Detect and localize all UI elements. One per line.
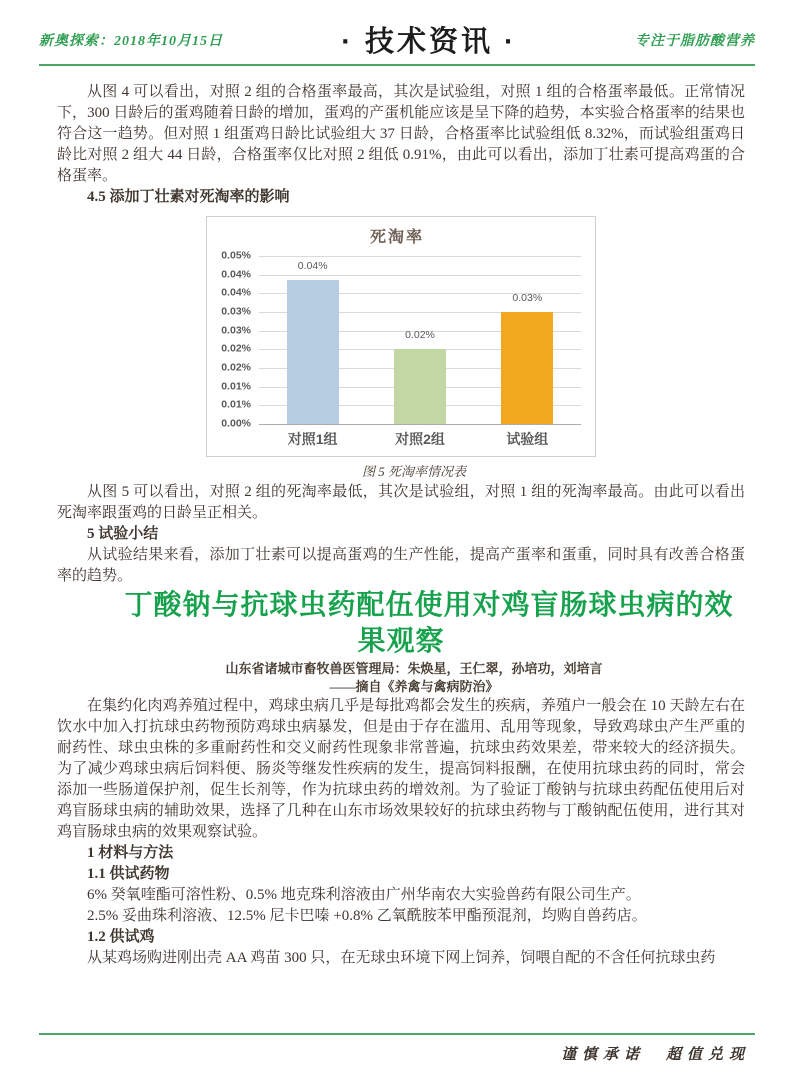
- bars-container: [259, 256, 581, 424]
- header-brand-date: 新奥探索：2018年10月15日: [39, 34, 223, 49]
- bar-value-label: 0.03%: [512, 292, 543, 304]
- bar-试验组: [501, 312, 553, 424]
- chart-y-axis: [213, 249, 259, 430]
- page-header: [39, 28, 755, 57]
- article2-source: ——摘自《养禽与禽病防治》: [329, 678, 499, 694]
- paragraph-article2-intro: 在集约化肉鸡养殖过程中，鸡球虫病几乎是每批鸡都会发生的疾病，养殖户一般会在 10 天龄左右在饮水中加入打抗球虫药物预防鸡球虫病暴发，但是由于存在滥用、乱用等现象，导致鸡球虫产生严重的耐药性、球虫虫株的多重耐药性和交义耐药性现象非常普遍，抗球虫药效果差，带来较大的经济损失。为了减少鸡球虫病后饲料便、肠炎等继发性疾病的发生，提高饲料报酬，在使用抗球虫药的同时，常会添加一些肠道保护剂，促生长剂等，作为抗球虫药的增效剂。为了验证丁酸钠与抗球虫药配伍使用后对鸡盲肠球虫病的辅助效果，选择了几种在山东市场效果较好的抗球虫药物与丁酸钠配伍使用，进行其对鸡盲肠球虫病的效果观察试验。: [57, 697, 745, 840]
- bar-value-label: 0.02%: [405, 329, 435, 342]
- heading-5: 5 试验小结: [87, 526, 159, 542]
- chart-x-axis: [259, 424, 581, 450]
- footer-slogan: 谨慎承诺 超值兑现: [560, 1047, 750, 1063]
- mortality-bar-chart: [206, 216, 596, 457]
- chart-plot-wrapper: [213, 249, 581, 430]
- y-tick-label: 0.03%: [221, 305, 251, 318]
- bar-value-label: 0.04%: [297, 260, 328, 272]
- x-category-label: 试验组: [506, 431, 549, 447]
- paragraph-drug2: 2.5% 妥曲珠利溶液、12.5% 尼卡巴嗪 +0.8% 乙氧酰胺苯甲酯预混剂，均购自兽药店。: [87, 907, 647, 924]
- x-axis-line: [259, 424, 581, 425]
- paragraph-mortality-analysis: 从图 5 可以看出，对照 2 组的死淘率最低，其次是试验组，对照 1 组的死淘率最高。由此可以看出死淘率跟蛋鸡的日龄呈正相关。: [57, 484, 745, 521]
- chart-plot-area: [259, 256, 581, 424]
- y-tick-label: 0.01%: [221, 398, 251, 411]
- heading-4-5: 4.5 添加丁壮素对死淘率的影响: [87, 189, 290, 205]
- article2-authors: 山东省诸城市畜牧兽医管理局：朱焕星，王仁翠，孙培功，刘培言: [225, 660, 603, 676]
- x-category-label: 对照1组: [287, 431, 338, 447]
- bar-group: [366, 256, 473, 424]
- heading-1: 1 材料与方法: [87, 844, 174, 861]
- bar-group: [259, 256, 366, 424]
- x-category-label: 对照2组: [395, 431, 445, 447]
- y-tick-label: 0.04%: [221, 286, 251, 299]
- header-tagline: 专注于脂肪酸营养: [635, 34, 755, 49]
- y-tick-label: 0.04%: [221, 268, 251, 281]
- header-rule: [39, 64, 755, 66]
- y-tick-label: 0.00%: [221, 417, 251, 430]
- y-tick-label: 0.02%: [221, 361, 251, 374]
- header-section-title: · 技术资讯 ·: [341, 26, 517, 58]
- paragraph-drug1: 6% 癸氧喹酯可溶性粉、0.5% 地克珠利溶液由广州华南农大实验兽药有限公司生产。: [87, 886, 641, 903]
- page-content: [57, 82, 745, 969]
- y-tick-label: 0.01%: [221, 380, 251, 393]
- paragraph-chicken: 从某鸡场购进刚出壳 AA 鸡苗 300 只，在无球虫环境下网上饲养，饲喂自配的不含任何抗球虫药: [87, 949, 716, 966]
- article2-title: 丁酸钠与抗球虫药配伍使用对鸡盲肠球虫病的效果观察: [124, 589, 734, 657]
- footer-rule: [39, 1033, 755, 1035]
- y-tick-label: 0.03%: [221, 324, 251, 337]
- heading-1-1: 1.1 供试药物: [87, 865, 170, 882]
- heading-1-2: 1.2 供试鸡: [87, 928, 155, 945]
- figure-caption: 图 5 死淘率情况表: [361, 464, 466, 479]
- chart-title: 死淘率: [369, 229, 424, 246]
- y-tick-label: 0.02%: [221, 342, 251, 355]
- bar-对照1组: [287, 280, 339, 424]
- bar-对照2组: [394, 349, 446, 424]
- bar-group: [474, 256, 581, 424]
- paragraph-egg-pass-rate: 从图 4 可以看出，对照 2 组的合格蛋率最高，其次是试验组，对照 1 组的合格蛋率最低。正常情况下，300 日龄后的蛋鸡随着日龄的增加，蛋鸡的产蛋机能应该是呈下降的趋势，本实验合格蛋率的结果也符合这一趋势。但对照 1 组蛋鸡日龄比试验组大 37 日龄，合格蛋率比试验组低 8.32%，而试验组蛋鸡日龄比对照 2 组大 44 日龄，合格蛋率仅比对照 2 组低 0.91%，由此可以看出，添加丁壮素可提高鸡蛋的合格蛋率。: [57, 84, 745, 184]
- paragraph-conclusion: 从试验结果来看，添加丁壮素可以提高蛋鸡的生产性能，提高产蛋率和蛋重，同时具有改善合格蛋率的趋势。: [57, 547, 745, 584]
- y-tick-label: 0.05%: [221, 249, 251, 262]
